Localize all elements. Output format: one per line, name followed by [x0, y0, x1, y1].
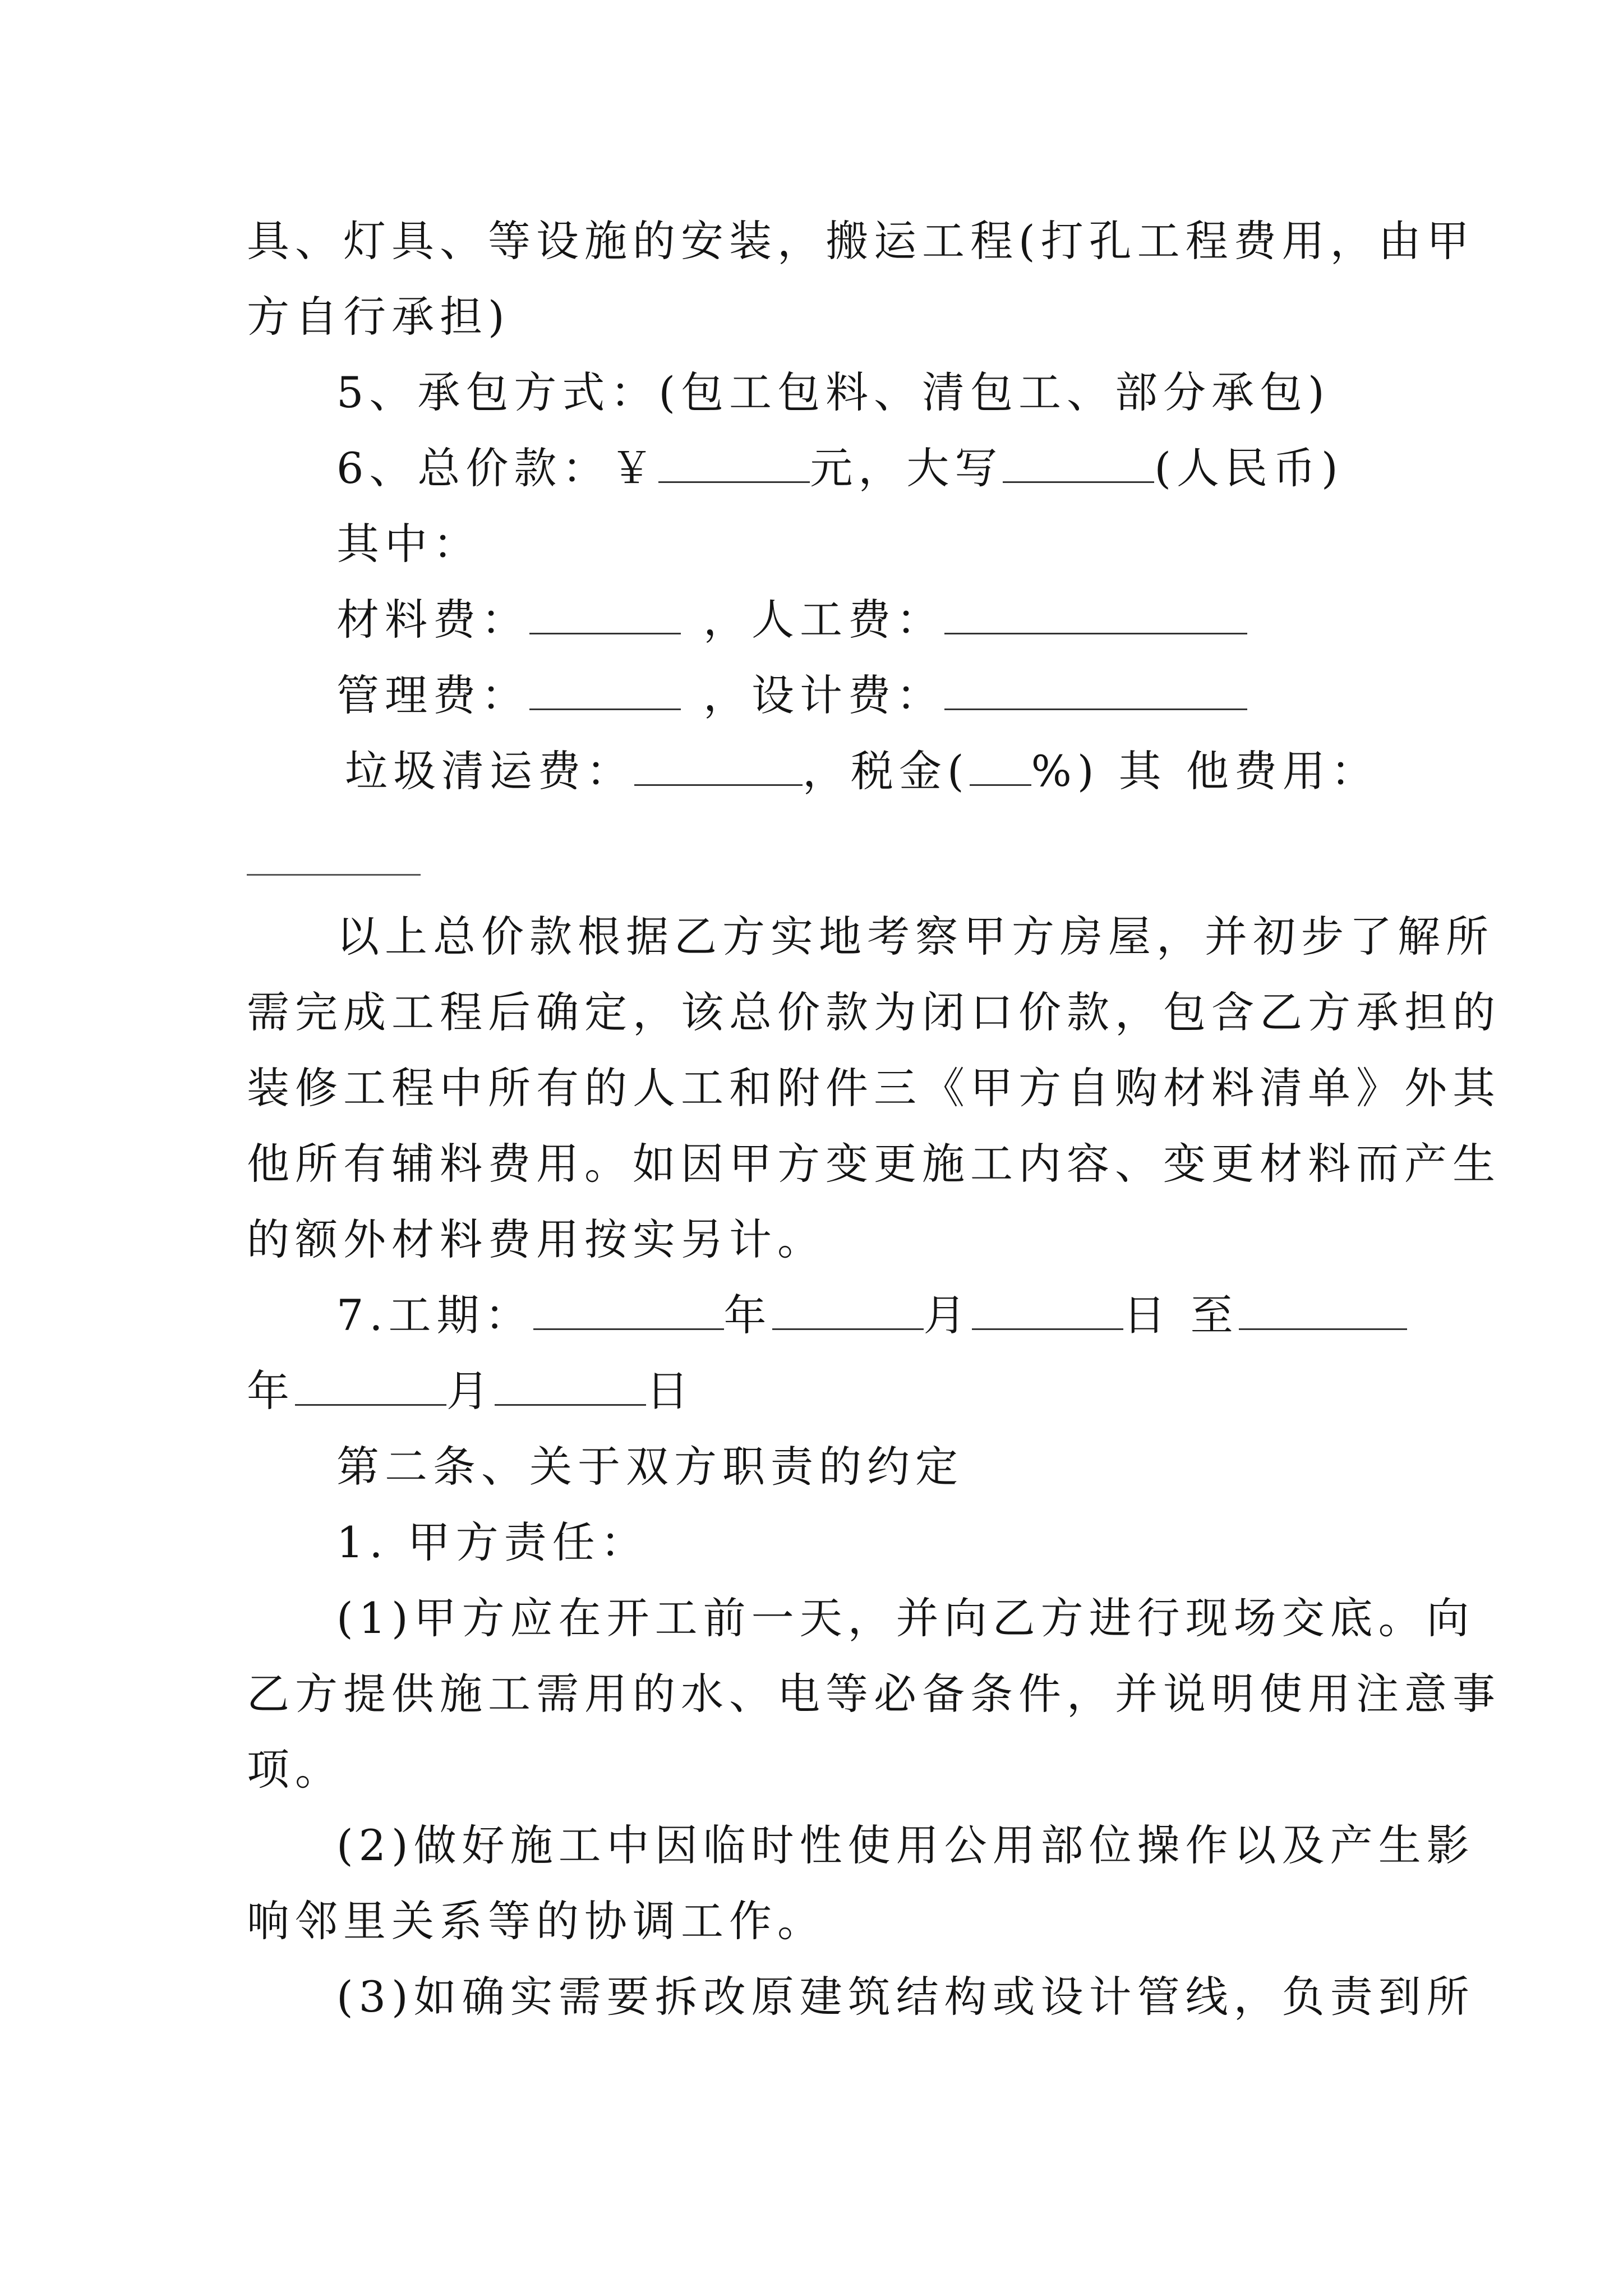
text-line	[247, 213, 1475, 269]
blank-field[interactable]	[247, 874, 421, 876]
text: (1)甲方应在开工前一天，并向乙方进行现场交底。向	[336, 1593, 1475, 1643]
text: 垃圾清运费：	[345, 746, 634, 796]
text: (2)做好施工中因临时性使用公用部位操作以及产生影	[336, 1820, 1475, 1870]
blank-field[interactable]	[295, 1365, 446, 1406]
text: 具、灯具、等设施的安装，搬运工程(打孔工程费用，由甲	[247, 216, 1475, 266]
text: (人民币)	[1154, 443, 1344, 493]
blank-field[interactable]	[1003, 442, 1154, 483]
text-line	[247, 289, 510, 345]
blank-field[interactable]	[533, 1289, 724, 1330]
duration-line	[336, 1287, 1407, 1343]
blank-field[interactable]	[944, 669, 1247, 710]
text: 项。	[247, 1745, 343, 1795]
text: 方自行承担)	[247, 292, 510, 342]
text: 乙方提供施工需用的水、电等必备条件，并说明使用注意事	[247, 1669, 1501, 1719]
paragraph-line	[336, 1969, 1475, 2025]
blank-field[interactable]	[658, 442, 810, 483]
paragraph-line	[247, 1136, 1501, 1192]
material-fee-line	[336, 592, 1247, 648]
text: 他所有辅料费用。如因甲方变更施工内容、变更材料而产生	[247, 1139, 1501, 1189]
text: 月	[923, 1290, 972, 1340]
paragraph-line	[247, 1666, 1501, 1722]
text: 6、总价款：￥	[336, 443, 659, 493]
text: 以上总价款根据乙方实地考察甲方房屋，并初步了解所	[336, 912, 1494, 961]
text: 1. 甲方责任：	[336, 1517, 649, 1567]
paragraph-line	[247, 1060, 1501, 1116]
text: 年	[247, 1366, 295, 1416]
text: 元，大写	[810, 443, 1003, 493]
text: 年	[723, 1290, 772, 1340]
blank-field[interactable]	[970, 745, 1031, 786]
text: 响邻里关系等的协调工作。	[247, 1896, 826, 1946]
section-heading	[336, 1439, 963, 1495]
paragraph-line	[336, 909, 1494, 965]
paragraph-line	[336, 1818, 1475, 1874]
text: 5、承包方式：(包工包料、清包工、部分承包)	[336, 367, 1330, 417]
blank-field[interactable]	[1239, 1289, 1407, 1330]
text: ，设计费：	[703, 670, 944, 720]
text: 的额外材料费用按实另计。	[247, 1214, 826, 1264]
duration-line-2	[247, 1363, 694, 1419]
paragraph-line	[247, 1893, 826, 1949]
text: (3)如确实需要拆改原建筑结构或设计管线，负责到所	[336, 1972, 1475, 2022]
blank-field[interactable]	[972, 1289, 1123, 1330]
paragraph-line	[247, 1742, 343, 1798]
blank-field[interactable]	[529, 593, 681, 634]
text: 材料费：	[336, 595, 529, 645]
text: 其中：	[336, 519, 481, 569]
paragraph-line	[336, 1590, 1475, 1646]
blank-field[interactable]	[944, 593, 1247, 634]
text-line	[336, 516, 481, 572]
blank-field[interactable]	[634, 745, 803, 786]
text: 第二条、关于双方职责的约定	[336, 1442, 963, 1492]
text: 日 至	[1123, 1290, 1239, 1340]
paragraph-line	[247, 1212, 826, 1268]
total-price-line	[336, 440, 1344, 496]
text: 日	[646, 1366, 694, 1416]
blank-field[interactable]	[772, 1289, 924, 1330]
text: 7.工期：	[336, 1290, 533, 1340]
text: ，税金(	[803, 746, 970, 796]
subsection-heading	[336, 1515, 649, 1571]
blank-field[interactable]	[529, 669, 681, 710]
text: 月	[446, 1366, 495, 1416]
paragraph-line	[247, 984, 1501, 1041]
blank-field[interactable]	[495, 1365, 646, 1406]
management-fee-line	[336, 668, 1247, 724]
text: 需完成工程后确定，该总价款为闭口价款，包含乙方承担的	[247, 987, 1501, 1037]
text: 装修工程中所有的人工和附件三《甲方自购材料清单》外其	[247, 1063, 1501, 1113]
text: 管理费：	[336, 670, 529, 720]
contract-type-line	[336, 365, 1330, 421]
garbage-fee-line	[345, 743, 1379, 799]
text: %) 其 他费用：	[1031, 746, 1379, 796]
text: ，人工费：	[703, 595, 944, 645]
